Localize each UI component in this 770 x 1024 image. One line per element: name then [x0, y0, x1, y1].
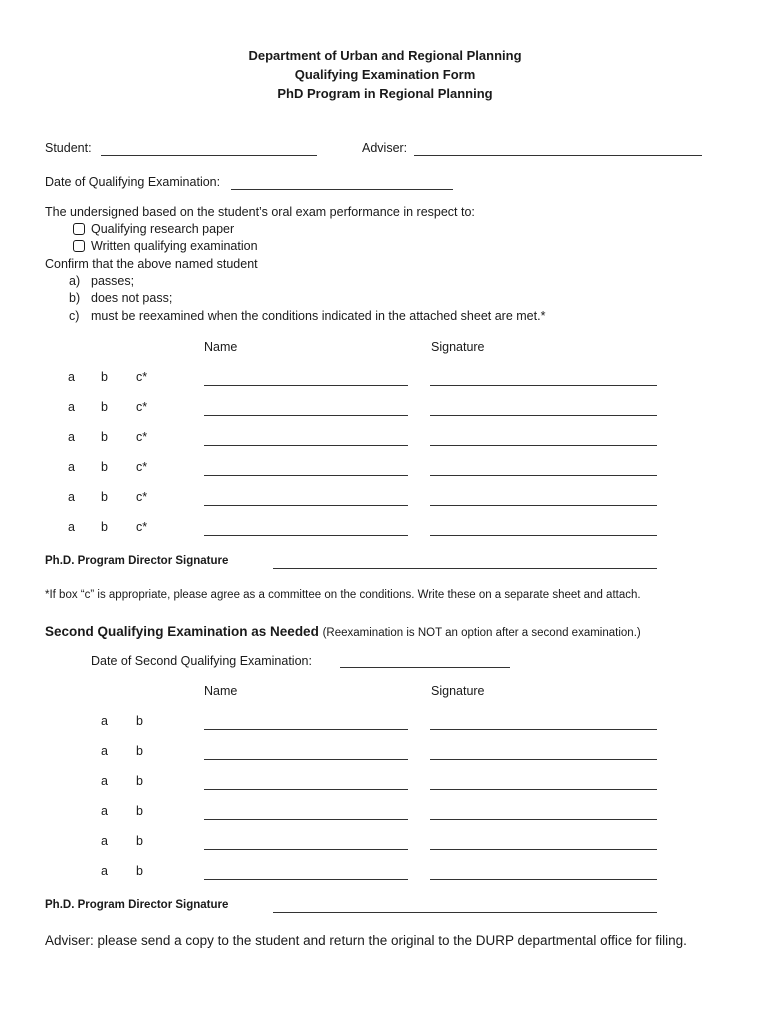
- committee-row-choice-a[interactable]: a: [68, 400, 75, 414]
- committee-row-choice-a[interactable]: a: [68, 490, 75, 504]
- second-row-choice-a[interactable]: a: [101, 834, 108, 848]
- student-field[interactable]: [101, 155, 317, 156]
- outcome-marker-a: a): [69, 274, 81, 288]
- second-exam-date-field[interactable]: [340, 667, 510, 668]
- committee-row-choice-a[interactable]: a: [68, 370, 75, 384]
- outcome-does-not-pass: does not pass;: [91, 291, 173, 305]
- second-name-header: Name: [204, 684, 238, 698]
- second-row-choice-b[interactable]: b: [136, 714, 143, 728]
- second-signature-header: Signature: [431, 684, 485, 698]
- second-row-choice-a[interactable]: a: [101, 864, 108, 878]
- intro-text: The undersigned based on the student’s oral exam performance in respect to:: [45, 205, 475, 219]
- committee-row-choice-c-star[interactable]: c*: [136, 370, 148, 384]
- outcome-passes: passes;: [91, 274, 135, 288]
- second-exam-date-label: Date of Second Qualifying Examination:: [91, 654, 312, 668]
- second-row-choice-b[interactable]: b: [136, 774, 143, 788]
- exam-date-field[interactable]: [231, 189, 453, 190]
- committee-row-choice-a[interactable]: a: [68, 460, 75, 474]
- written-exam-checkbox[interactable]: [73, 240, 85, 252]
- second-row-signature-field[interactable]: [430, 819, 657, 820]
- committee-row-name-field[interactable]: [204, 385, 408, 386]
- research-paper-checkbox[interactable]: [73, 223, 85, 235]
- committee-row-choice-b[interactable]: b: [101, 370, 108, 384]
- committee-row-choice-b[interactable]: b: [101, 520, 108, 534]
- committee-row-choice-b[interactable]: b: [101, 430, 108, 444]
- second-exam-title: Second Qualifying Examination as Needed: [45, 624, 319, 639]
- second-director-signature-label: Ph.D. Program Director Signature: [45, 899, 229, 911]
- second-row-name-field[interactable]: [204, 849, 408, 850]
- committee-row-signature-field[interactable]: [430, 385, 657, 386]
- committee-row-choice-b[interactable]: b: [101, 460, 108, 474]
- committee-row-name-field[interactable]: [204, 445, 408, 446]
- second-row-signature-field[interactable]: [430, 879, 657, 880]
- footnote: *If box “c” is appropriate, please agree as a committee on the conditions. Write these on a separate sheet and attach.: [45, 589, 641, 601]
- director-signature-field[interactable]: [273, 568, 657, 569]
- committee-name-header: Name: [204, 340, 238, 354]
- adviser-field[interactable]: [414, 155, 702, 156]
- second-row-choice-b[interactable]: b: [136, 864, 143, 878]
- second-row-name-field[interactable]: [204, 819, 408, 820]
- outcome-marker-b: b): [69, 291, 81, 305]
- second-row-name-field[interactable]: [204, 729, 408, 730]
- committee-row-name-field[interactable]: [204, 475, 408, 476]
- second-row-signature-field[interactable]: [430, 849, 657, 850]
- committee-row-signature-field[interactable]: [430, 415, 657, 416]
- student-label: Student:: [45, 141, 92, 155]
- outcome-marker-c: c): [69, 309, 80, 323]
- second-director-signature-field[interactable]: [273, 912, 657, 913]
- second-exam-heading: [45, 624, 641, 639]
- committee-row-signature-field[interactable]: [430, 475, 657, 476]
- option-label-written-exam: Written qualifying examination: [91, 239, 258, 253]
- confirm-text: Confirm that the above named student: [45, 257, 258, 271]
- second-row-choice-a[interactable]: a: [101, 744, 108, 758]
- outcome-reexamined: must be reexamined when the conditions indicated in the attached sheet are met.*: [91, 309, 546, 323]
- form-title-department: Department of Urban and Regional Planning: [248, 48, 522, 63]
- committee-row-choice-b[interactable]: b: [101, 490, 108, 504]
- second-row-choice-b[interactable]: b: [136, 804, 143, 818]
- second-row-signature-field[interactable]: [430, 789, 657, 790]
- form-subtitle-program: PhD Program in Regional Planning: [277, 86, 493, 101]
- committee-row-signature-field[interactable]: [430, 445, 657, 446]
- committee-row-choice-c-star[interactable]: c*: [136, 400, 148, 414]
- closing-instructions: Adviser: please send a copy to the student and return the original to the DURP departmental office for filing.: [45, 933, 687, 948]
- committee-row-name-field[interactable]: [204, 505, 408, 506]
- second-row-choice-a[interactable]: a: [101, 714, 108, 728]
- second-row-name-field[interactable]: [204, 879, 408, 880]
- committee-row-name-field[interactable]: [204, 535, 408, 536]
- committee-row-choice-c-star[interactable]: c*: [136, 430, 148, 444]
- second-row-name-field[interactable]: [204, 759, 408, 760]
- second-row-choice-b[interactable]: b: [136, 744, 143, 758]
- form-title: Qualifying Examination Form: [294, 67, 476, 82]
- second-row-choice-a[interactable]: a: [101, 774, 108, 788]
- committee-signature-header: Signature: [431, 340, 485, 354]
- committee-row-choice-b[interactable]: b: [101, 400, 108, 414]
- committee-row-choice-c-star[interactable]: c*: [136, 490, 148, 504]
- second-row-signature-field[interactable]: [430, 729, 657, 730]
- exam-date-label: Date of Qualifying Examination:: [45, 175, 221, 189]
- second-row-name-field[interactable]: [204, 789, 408, 790]
- committee-row-choice-c-star[interactable]: c*: [136, 520, 148, 534]
- committee-row-choice-a[interactable]: a: [68, 520, 75, 534]
- second-exam-note: (Reexamination is NOT an option after a second examination.): [322, 627, 641, 639]
- committee-row-choice-a[interactable]: a: [68, 430, 75, 444]
- committee-row-signature-field[interactable]: [430, 505, 657, 506]
- second-row-signature-field[interactable]: [430, 759, 657, 760]
- second-row-choice-b[interactable]: b: [136, 834, 143, 848]
- committee-row-signature-field[interactable]: [430, 535, 657, 536]
- adviser-label: Adviser:: [362, 141, 408, 155]
- committee-row-choice-c-star[interactable]: c*: [136, 460, 148, 474]
- second-row-choice-a[interactable]: a: [101, 804, 108, 818]
- committee-row-name-field[interactable]: [204, 415, 408, 416]
- option-label-research-paper: Qualifying research paper: [91, 222, 235, 236]
- director-signature-label: Ph.D. Program Director Signature: [45, 555, 229, 567]
